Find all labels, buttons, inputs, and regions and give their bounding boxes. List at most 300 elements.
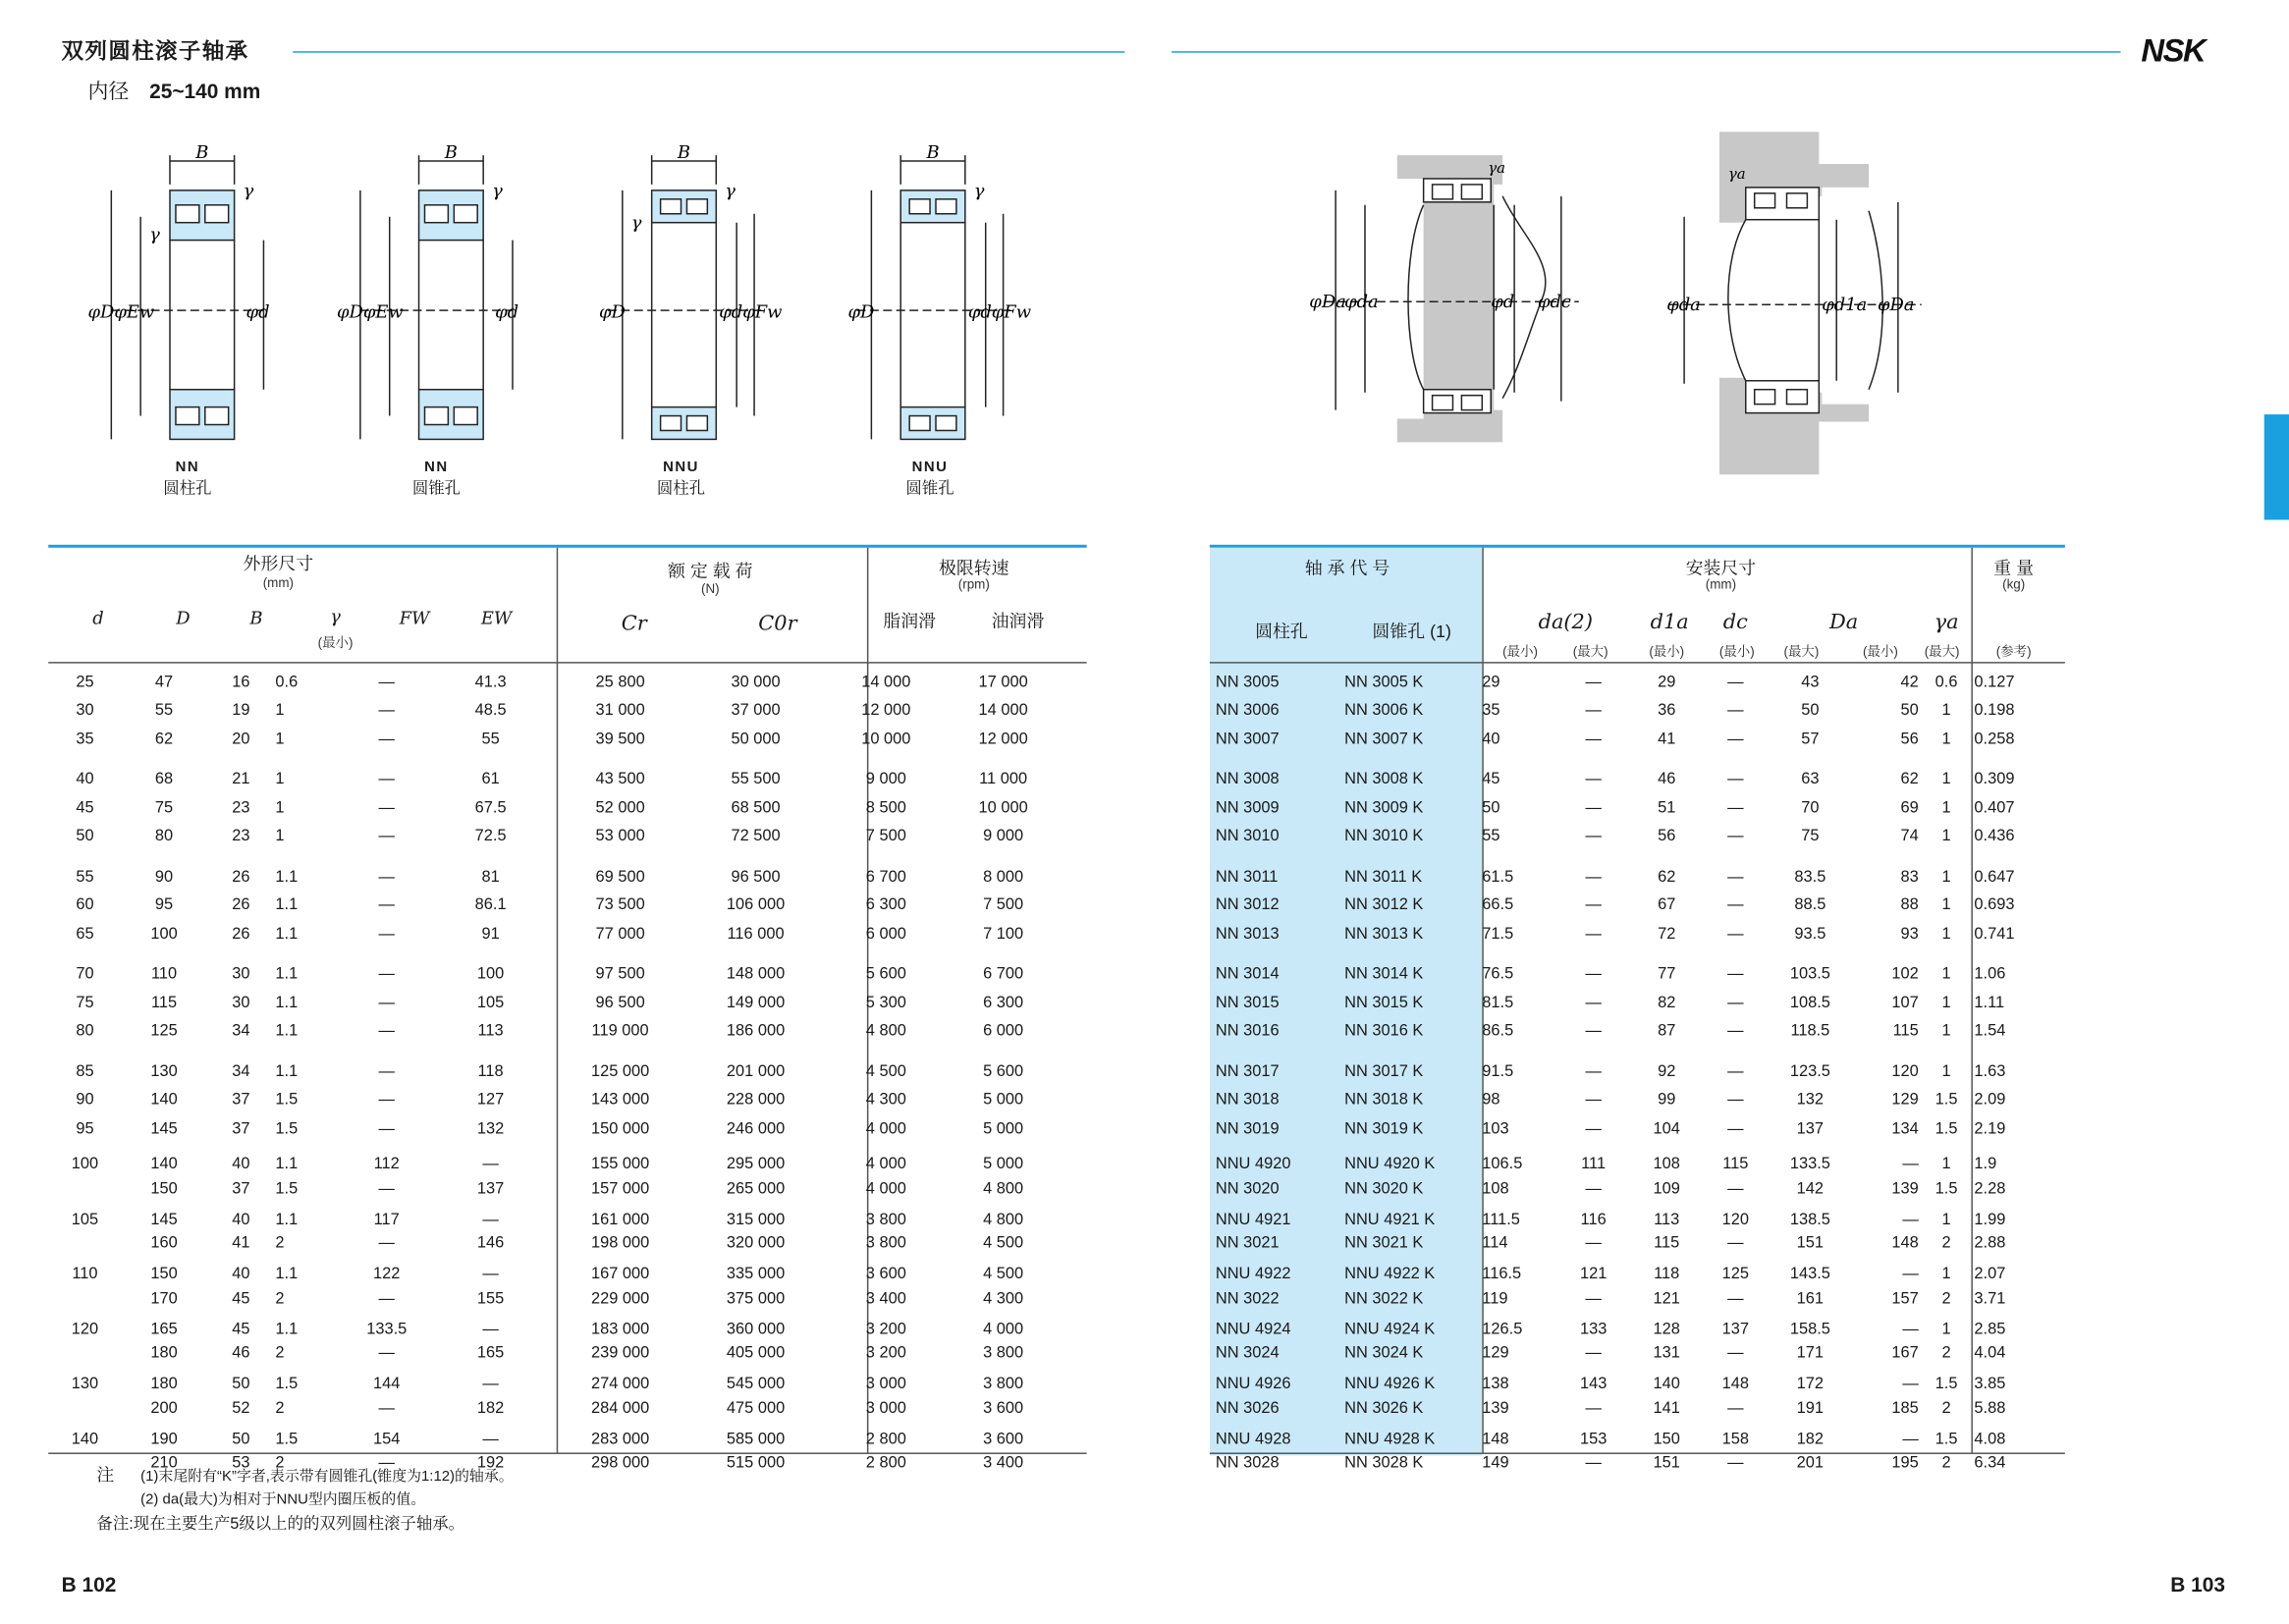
left-cell: 274 000 bbox=[590, 1375, 650, 1393]
left-cell: 10 000 bbox=[978, 798, 1028, 817]
right-cell: — bbox=[1727, 868, 1744, 886]
left-cell: 180 bbox=[150, 1344, 178, 1363]
right-cell: 76.5 bbox=[1482, 965, 1514, 984]
svg-text:φDφEw: φDφEw bbox=[87, 301, 155, 323]
right-cell: NN 3006 K bbox=[1344, 701, 1424, 720]
right-cell: 45 bbox=[1482, 770, 1500, 788]
dims-unit: (mm) bbox=[262, 575, 295, 591]
right-cell: 1 bbox=[1941, 770, 1951, 788]
left-cell: 130 bbox=[150, 1062, 178, 1081]
right-cell: 185 bbox=[1891, 1399, 1919, 1417]
left-cell: 125 bbox=[150, 1022, 178, 1041]
left-cell: 4 000 bbox=[983, 1320, 1024, 1338]
left-cell: 2 bbox=[275, 1344, 285, 1363]
right-cell: NN 3024 bbox=[1215, 1344, 1280, 1363]
left-cell: 3 600 bbox=[865, 1265, 906, 1283]
left-cell: 1 bbox=[275, 730, 285, 748]
right-cell: 141 bbox=[1653, 1399, 1680, 1417]
left-cell: 67.5 bbox=[474, 798, 507, 817]
right-cell: 123.5 bbox=[1789, 1062, 1830, 1081]
left-cell: 1.1 bbox=[275, 1320, 299, 1338]
right-cell: — bbox=[1902, 1156, 1919, 1173]
left-cell: 8 000 bbox=[983, 868, 1024, 886]
left-cell: 150 bbox=[150, 1265, 178, 1283]
diagram-label-4: NNU 圆锥孔 bbox=[905, 460, 954, 499]
right-cell: NNU 4920 bbox=[1215, 1156, 1291, 1173]
right-cell: 92 bbox=[1658, 1062, 1676, 1081]
right-cell: 1 bbox=[1941, 701, 1951, 720]
svg-text:φdφFw: φdφFw bbox=[719, 301, 783, 323]
left-cell: 72 500 bbox=[731, 828, 781, 845]
right-cell: 4.08 bbox=[1974, 1430, 2006, 1448]
nsk-logo: NSK bbox=[2141, 31, 2206, 70]
right-cell: — bbox=[1727, 1022, 1744, 1041]
right-cell: 138.5 bbox=[1789, 1211, 1830, 1228]
right-cell: NN 3012 K bbox=[1344, 896, 1424, 915]
left-cell: 375 000 bbox=[726, 1289, 786, 1308]
left-cell: 127 bbox=[476, 1091, 505, 1110]
right-cell: 1 bbox=[1941, 1156, 1951, 1173]
right-row bbox=[1216, 948, 2050, 989]
install-header: 安装尺寸 bbox=[1685, 558, 1757, 579]
left-cell: — bbox=[378, 896, 395, 915]
left-cell: 4 500 bbox=[983, 1234, 1024, 1253]
left-cell: 239 000 bbox=[590, 1344, 650, 1363]
right-cell: — bbox=[1727, 965, 1744, 984]
right-cell: 133 bbox=[1579, 1320, 1608, 1338]
right-cell: — bbox=[1727, 1399, 1744, 1417]
left-cell: 1.5 bbox=[275, 1179, 299, 1198]
right-cell: 93 bbox=[1900, 925, 1919, 944]
right-cell: 88 bbox=[1900, 896, 1919, 915]
svg-text:φd: φd bbox=[1491, 292, 1515, 313]
left-cell: — bbox=[378, 1234, 395, 1253]
diagram-nn-tapered bbox=[334, 140, 539, 507]
right-cell: NNU 4920 K bbox=[1344, 1156, 1436, 1173]
left-cell: 6 300 bbox=[983, 994, 1024, 1012]
right-cell: 132 bbox=[1796, 1091, 1825, 1110]
left-cell: 2 800 bbox=[865, 1453, 906, 1472]
left-cell: 5 000 bbox=[983, 1091, 1024, 1110]
right-cell: 143 bbox=[1579, 1375, 1608, 1393]
right-cell: 1 bbox=[1941, 965, 1951, 984]
right-cell: — bbox=[1727, 798, 1744, 817]
left-cell: 3 200 bbox=[865, 1320, 906, 1338]
left-cell: 120 bbox=[71, 1320, 99, 1338]
left-cell: 5 600 bbox=[865, 965, 906, 984]
diagram-nn-cylindrical bbox=[85, 140, 291, 507]
left-cell: 4 800 bbox=[865, 1022, 906, 1041]
note-2: (2) da(最大)为相对于NNU型内圈压板的值。 bbox=[140, 1491, 426, 1509]
left-row bbox=[48, 696, 1062, 725]
left-row bbox=[48, 1363, 1062, 1399]
right-cell: NN 3020 bbox=[1215, 1179, 1280, 1198]
right-cell: 2 bbox=[1941, 1289, 1951, 1308]
left-row bbox=[48, 1253, 1062, 1289]
svg-text:φd1a: φd1a bbox=[1822, 295, 1868, 316]
right-cell: — bbox=[1727, 770, 1744, 788]
left-cell: 21 bbox=[232, 770, 250, 788]
right-cell: NNU 4928 K bbox=[1344, 1430, 1436, 1448]
right-cell: 50 bbox=[1900, 701, 1919, 720]
left-cell: 7 500 bbox=[983, 896, 1024, 915]
right-cell: 56 bbox=[1658, 828, 1676, 845]
left-cell: 1.5 bbox=[275, 1430, 299, 1448]
col-Cr: Cr bbox=[621, 612, 647, 636]
left-cell: 23 bbox=[232, 828, 250, 845]
right-cell: 1.9 bbox=[1974, 1156, 1997, 1173]
note-1: 注 (1)末尾附有“K”字者,表示带有圆锥孔(锥度为1:12)的轴承。 bbox=[96, 1464, 514, 1486]
right-cell: 191 bbox=[1796, 1399, 1825, 1417]
right-row bbox=[1216, 753, 2050, 793]
mm-6: (最小) bbox=[1863, 644, 1898, 660]
right-cell: 1 bbox=[1941, 730, 1951, 748]
left-cell: 7 500 bbox=[865, 828, 906, 845]
left-cell: 37 bbox=[232, 1091, 250, 1110]
left-cell: 68 bbox=[154, 770, 174, 788]
right-cell: 148 bbox=[1891, 1234, 1919, 1253]
left-cell: 150 bbox=[150, 1179, 178, 1198]
left-cell: 6 300 bbox=[865, 896, 906, 915]
left-cell: — bbox=[482, 1320, 499, 1338]
left-cell: 1 bbox=[275, 701, 285, 720]
right-cell: 2.85 bbox=[1974, 1320, 2006, 1338]
left-cell: 40 bbox=[232, 1265, 250, 1283]
right-row bbox=[1216, 1343, 2050, 1362]
left-row bbox=[48, 725, 1062, 753]
left-cell: — bbox=[378, 673, 395, 691]
right-cell: 67 bbox=[1658, 896, 1676, 915]
right-cell: NN 3021 bbox=[1215, 1234, 1280, 1253]
right-cell: NN 3022 bbox=[1215, 1289, 1280, 1308]
svg-text:γa: γa bbox=[1727, 164, 1746, 183]
right-cell: — bbox=[1727, 1062, 1744, 1081]
left-cell: 265 000 bbox=[726, 1179, 786, 1198]
right-cell: 2.88 bbox=[1974, 1234, 2006, 1253]
left-cell: 37 bbox=[232, 1119, 250, 1138]
right-cell: — bbox=[1585, 925, 1602, 944]
left-cell: 70 bbox=[76, 965, 94, 984]
right-cell: — bbox=[1727, 1234, 1744, 1253]
left-cell: 19 bbox=[232, 701, 250, 720]
left-cell: 165 bbox=[150, 1320, 178, 1338]
right-cell: 142 bbox=[1796, 1179, 1825, 1198]
right-row bbox=[1216, 1017, 2050, 1046]
right-cell: 91.5 bbox=[1482, 1062, 1514, 1081]
left-cell: 4 500 bbox=[865, 1062, 906, 1081]
left-table-header-rule bbox=[48, 662, 1086, 663]
left-cell: 3 800 bbox=[865, 1211, 906, 1228]
svg-text:γ: γ bbox=[243, 180, 254, 201]
left-data-table bbox=[48, 668, 1062, 1473]
left-row bbox=[48, 948, 1062, 989]
left-cell bbox=[48, 1179, 122, 1198]
right-cell: 0.647 bbox=[1974, 868, 2015, 886]
left-row bbox=[48, 892, 1062, 920]
left-cell: 4 300 bbox=[983, 1289, 1024, 1308]
left-cell: 34 bbox=[232, 1062, 250, 1081]
right-cell: 119 bbox=[1482, 1289, 1508, 1308]
left-cell: 6 700 bbox=[865, 868, 906, 886]
right-cell: NN 3018 bbox=[1215, 1091, 1280, 1110]
right-cell: — bbox=[1727, 673, 1744, 691]
right-cell: 74 bbox=[1900, 828, 1919, 845]
left-cell: 0.6 bbox=[275, 673, 299, 691]
left-row bbox=[48, 1418, 1062, 1454]
left-cell: — bbox=[482, 1430, 499, 1448]
mounting-diagram-nnu bbox=[1663, 129, 1927, 480]
right-cell: 2 bbox=[1941, 1234, 1951, 1253]
right-cell: — bbox=[1585, 1344, 1602, 1363]
right-row bbox=[1216, 1418, 2050, 1454]
left-cell: — bbox=[378, 1062, 395, 1081]
right-row bbox=[1216, 892, 2050, 920]
right-cell: — bbox=[1727, 896, 1744, 915]
svg-text:φDa: φDa bbox=[1877, 295, 1915, 316]
left-row bbox=[48, 920, 1062, 948]
right-cell: 172 bbox=[1796, 1375, 1825, 1393]
right-cell: 41 bbox=[1658, 730, 1676, 748]
right-cell: — bbox=[1585, 1453, 1602, 1472]
left-cell bbox=[48, 1343, 122, 1362]
left-cell: 1.5 bbox=[275, 1375, 299, 1393]
right-cell: 29 bbox=[1658, 673, 1676, 691]
right-cell: NNU 4921 K bbox=[1344, 1211, 1436, 1228]
header-rule-right bbox=[1172, 51, 2120, 52]
left-row bbox=[48, 1288, 1062, 1307]
right-cell: 70 bbox=[1801, 798, 1820, 817]
col-da: da(2) bbox=[1538, 610, 1593, 634]
mm-1: (最小) bbox=[1502, 644, 1538, 660]
right-cell: 108 bbox=[1653, 1156, 1680, 1173]
right-cell: — bbox=[1902, 1375, 1919, 1393]
left-cell: — bbox=[378, 925, 395, 944]
left-cell: 52 bbox=[232, 1399, 250, 1417]
page-number-left: B 102 bbox=[61, 1572, 117, 1597]
left-cell: 69 500 bbox=[595, 868, 645, 886]
left-cell: 55 500 bbox=[731, 770, 781, 788]
right-cell: NN 3014 K bbox=[1344, 965, 1424, 984]
right-cell: NN 3028 K bbox=[1344, 1453, 1424, 1472]
page-number-right: B 103 bbox=[2170, 1572, 2225, 1597]
left-cell: 180 bbox=[150, 1375, 178, 1393]
right-cell: 0.741 bbox=[1974, 925, 2015, 944]
left-cell: 115 bbox=[150, 994, 178, 1012]
right-cell: NNU 4924 bbox=[1215, 1320, 1291, 1338]
svg-text:B: B bbox=[926, 142, 940, 164]
left-cell: — bbox=[482, 1156, 499, 1173]
left-cell: 110 bbox=[72, 1265, 98, 1283]
right-cell: 128 bbox=[1653, 1320, 1680, 1338]
right-cell: — bbox=[1585, 828, 1602, 845]
right-cell: 50 bbox=[1482, 798, 1500, 817]
left-cell: 157 000 bbox=[590, 1179, 650, 1198]
right-cell: 1 bbox=[1941, 994, 1951, 1012]
right-cell: 57 bbox=[1801, 730, 1820, 748]
left-cell: 295 000 bbox=[726, 1156, 786, 1173]
right-cell: 133.5 bbox=[1789, 1156, 1830, 1173]
right-cell: 99 bbox=[1658, 1091, 1676, 1110]
svg-text:γ: γ bbox=[630, 212, 642, 234]
left-cell: 228 000 bbox=[726, 1091, 786, 1110]
left-cell: 4 500 bbox=[983, 1265, 1024, 1283]
remark: 备注:现在主要生产5级以上的的双列圆柱滚子轴承。 bbox=[96, 1515, 465, 1534]
mounting-diagram-nn bbox=[1300, 146, 1593, 454]
left-cell: 95 bbox=[154, 896, 174, 915]
right-cell: NNU 4926 bbox=[1215, 1375, 1291, 1393]
right-row bbox=[1216, 851, 2050, 892]
left-cell: 75 bbox=[154, 798, 174, 817]
left-cell: 23 bbox=[232, 798, 250, 817]
right-cell: 77 bbox=[1658, 965, 1676, 984]
right-cell: 2.19 bbox=[1974, 1119, 2006, 1138]
speed-header: 极限转速 bbox=[938, 558, 1009, 579]
left-cell: 1.1 bbox=[275, 994, 299, 1012]
left-cell: 112 bbox=[373, 1156, 400, 1173]
right-cell: 115 bbox=[1892, 1022, 1919, 1041]
left-cell: 1.1 bbox=[275, 1265, 299, 1283]
left-cell: 31 000 bbox=[595, 701, 645, 720]
right-cell: NN 3026 K bbox=[1344, 1399, 1424, 1417]
right-cell: 115 bbox=[1654, 1234, 1680, 1253]
left-cell: 50 bbox=[232, 1430, 250, 1448]
left-cell: 145 bbox=[150, 1119, 178, 1138]
left-cell: 192 bbox=[476, 1453, 505, 1472]
right-cell: 61.5 bbox=[1482, 868, 1514, 886]
left-cell: 41.3 bbox=[474, 673, 507, 691]
left-cell: 14 000 bbox=[861, 673, 911, 691]
left-cell: 3 000 bbox=[865, 1399, 906, 1417]
right-cell: NN 3007 bbox=[1215, 730, 1280, 748]
right-cell: 0.436 bbox=[1974, 828, 2015, 845]
left-cell: 200 bbox=[150, 1399, 178, 1417]
left-cell: 55 bbox=[481, 730, 500, 748]
left-cell: 105 bbox=[71, 1211, 99, 1228]
right-cell: 125 bbox=[1721, 1265, 1749, 1283]
right-cell: NN 3028 bbox=[1215, 1453, 1280, 1472]
right-cell: NN 3016 K bbox=[1344, 1022, 1424, 1041]
left-cell: 143 000 bbox=[590, 1091, 650, 1110]
right-cell: — bbox=[1727, 1179, 1744, 1198]
left-cell: 85 bbox=[76, 1062, 94, 1081]
left-cell: 68 500 bbox=[731, 798, 781, 817]
left-cell: — bbox=[482, 1375, 499, 1393]
left-cell: 20 bbox=[232, 730, 250, 748]
left-cell: 65 bbox=[76, 925, 94, 944]
left-cell: 5 000 bbox=[983, 1156, 1024, 1173]
svg-text:γ: γ bbox=[725, 180, 736, 201]
svg-text:φDφEw: φDφEw bbox=[337, 301, 404, 323]
left-cell: 25 800 bbox=[595, 673, 645, 691]
right-cell: 5.88 bbox=[1974, 1399, 2006, 1417]
right-cell: 116 bbox=[1580, 1211, 1607, 1228]
right-cell: NN 3024 K bbox=[1344, 1344, 1424, 1363]
right-cell: NN 3015 K bbox=[1344, 994, 1424, 1012]
right-cell: 36 bbox=[1658, 701, 1676, 720]
right-cell: — bbox=[1585, 896, 1602, 915]
left-cell: 1 bbox=[275, 798, 285, 817]
right-cell: — bbox=[1727, 828, 1744, 845]
right-cell: 1 bbox=[1941, 828, 1951, 845]
right-cell: — bbox=[1585, 1119, 1602, 1138]
left-cell: 2 bbox=[275, 1234, 285, 1253]
right-cell: 1.06 bbox=[1974, 965, 2006, 984]
left-cell: 17 000 bbox=[978, 673, 1028, 691]
right-row bbox=[1216, 1253, 2050, 1289]
svg-text:φdc: φdc bbox=[1537, 292, 1571, 313]
left-cell: 210 bbox=[150, 1453, 178, 1472]
right-cell: 1.5 bbox=[1935, 1375, 1958, 1393]
left-row bbox=[48, 1234, 1062, 1253]
left-cell: 7 100 bbox=[983, 925, 1024, 944]
right-cell: — bbox=[1585, 1399, 1602, 1417]
right-cell: 167 bbox=[1891, 1344, 1919, 1363]
left-cell bbox=[48, 1398, 122, 1417]
left-cell: 132 bbox=[476, 1119, 505, 1138]
left-cell: 4 000 bbox=[865, 1156, 906, 1173]
right-cell: 46 bbox=[1658, 770, 1676, 788]
right-cell: 139 bbox=[1891, 1179, 1919, 1198]
left-row bbox=[48, 822, 1062, 850]
right-cell: 4.04 bbox=[1974, 1344, 2006, 1363]
right-row bbox=[1216, 1179, 2050, 1198]
right-cell: 137 bbox=[1721, 1320, 1749, 1338]
left-cell: 73 500 bbox=[595, 896, 645, 915]
left-cell: 80 bbox=[154, 828, 174, 845]
right-cell: NNU 4922 bbox=[1215, 1265, 1291, 1283]
left-cell: 545 000 bbox=[726, 1375, 786, 1393]
left-cell: 190 bbox=[150, 1430, 178, 1448]
left-cell: — bbox=[378, 798, 395, 817]
col-Fw: FW bbox=[399, 607, 430, 628]
left-cell: 100 bbox=[71, 1156, 99, 1173]
left-cell: 4 800 bbox=[983, 1211, 1024, 1228]
right-cell: 201 bbox=[1796, 1453, 1825, 1472]
left-cell: 5 600 bbox=[983, 1062, 1024, 1081]
right-cell: 109 bbox=[1653, 1179, 1680, 1198]
right-cell: 93.5 bbox=[1794, 925, 1826, 944]
mm-5: (最大) bbox=[1783, 644, 1820, 660]
right-cell: NN 3010 K bbox=[1344, 828, 1424, 845]
left-cell: 16 bbox=[232, 673, 250, 691]
diagram-label-3: NNU 圆柱孔 bbox=[656, 460, 706, 499]
left-cell: — bbox=[378, 1399, 395, 1417]
left-cell: 2 bbox=[275, 1289, 285, 1308]
right-cell: 1.63 bbox=[1974, 1062, 2006, 1081]
left-cell: 30 000 bbox=[731, 673, 781, 691]
right-cell: NN 3020 K bbox=[1344, 1179, 1424, 1198]
left-cell: 1.1 bbox=[275, 868, 299, 886]
left-cell: 50 000 bbox=[731, 730, 781, 748]
right-row bbox=[1216, 1143, 2050, 1179]
right-cell: 121 bbox=[1579, 1265, 1608, 1283]
left-cell: 96 500 bbox=[731, 868, 781, 886]
left-row bbox=[48, 989, 1062, 1017]
svg-text:B: B bbox=[195, 142, 209, 164]
left-cell: 335 000 bbox=[726, 1265, 786, 1283]
left-cell: 118 bbox=[477, 1062, 504, 1081]
left-cell: 45 bbox=[232, 1320, 250, 1338]
left-cell: 283 000 bbox=[590, 1430, 650, 1448]
left-cell: 1.1 bbox=[275, 965, 299, 984]
left-cell: 3 800 bbox=[983, 1375, 1024, 1393]
left-cell: 122 bbox=[373, 1265, 401, 1283]
right-row bbox=[1216, 696, 2050, 725]
svg-text:φda: φda bbox=[1666, 295, 1701, 316]
right-cell: 150 bbox=[1653, 1430, 1680, 1448]
col-Da: Da bbox=[1829, 610, 1859, 634]
left-cell: 75 bbox=[76, 994, 94, 1012]
